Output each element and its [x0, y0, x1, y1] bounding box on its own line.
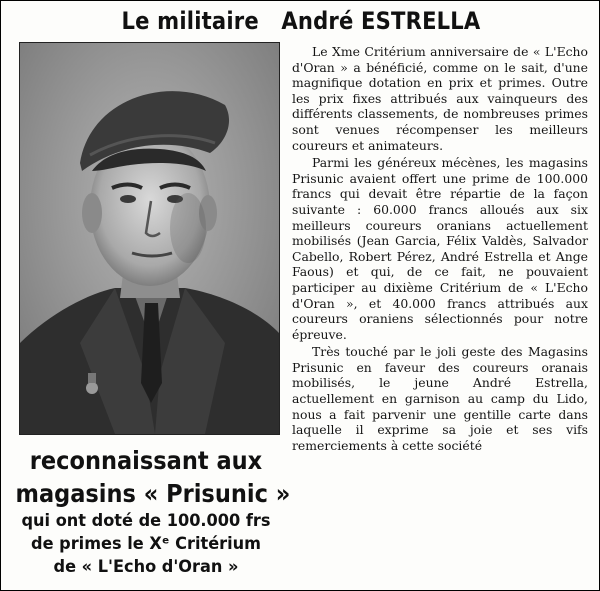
caption-line-2: magasins « Prisunic »	[15, 479, 291, 508]
headline: Le militaire André ESTRELLA	[121, 7, 481, 35]
caption-line-3: qui ont doté de 100.000 frs	[21, 511, 271, 531]
photo-caption	[1, 444, 291, 579]
portrait-photo	[19, 42, 280, 435]
article-body	[292, 44, 588, 455]
caption-line-5: de « L'Echo d'Oran »	[53, 557, 239, 577]
caption-line-1: reconnaissant aux	[29, 446, 263, 475]
article-paragraph: Le Xme Critérium anniversaire de « L'Echo d'Oran » a bénéficié, comme on le sait, d'une magnifique dotation en prix et primes. Outre les prix fixes attribués aux vainqueurs des différents classements, de nombreuses primes sont venues récompenser les meilleurs coureurs et animateurs.	[292, 44, 588, 153]
article-paragraph: Très touché par le joli geste des Magasins Prisunic en faveur des coureurs oranais mobilisés, le jeune André Estrella, actuellement en garnison au camp du Lido, nous a fait parvenir une gentille carte dans laquelle il exprime sa joie et ses vifs remerciements à cette société	[292, 344, 588, 453]
article-paragraph: Parmi les généreux mécènes, les magasins Prisunic avaient offert une prime de 100.000 francs qui devait être répartie de la façon suivante : 60.000 francs alloués aux six meilleurs coureurs oranians actuellement mobilisés (Jean Garcia, Félix Valdès, Salvador Cabello, Robert Pérez, André Estrella et Ange Faous) et qui, de ce fait, ne pouvaient participer au dixième Critérium de « L'Echo d'Oran », et 40.000 francs attribués aux coureurs oraniens sélectionnés pour notre épreuve.	[292, 155, 588, 342]
portrait-icon	[20, 43, 279, 434]
caption-line-4: de primes le Xᵉ Critérium	[31, 534, 261, 554]
